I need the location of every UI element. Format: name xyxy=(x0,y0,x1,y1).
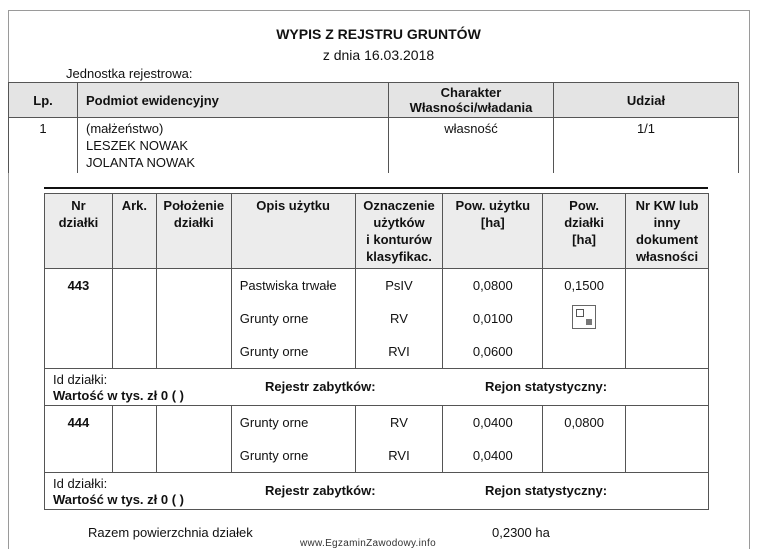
header-text: klasyfikac. xyxy=(366,249,432,264)
header-text: Nr KW lub xyxy=(635,198,699,213)
header-use-area xyxy=(443,194,543,269)
header-text: i konturów xyxy=(366,232,432,247)
owner-subject-line: (małżeństwo) xyxy=(86,121,164,136)
monument-registry-label: Rejestr zabytków: xyxy=(265,379,376,394)
header-character xyxy=(389,83,554,118)
header-text: [ha] xyxy=(572,232,597,247)
header-lp: Lp. xyxy=(9,83,78,118)
header-text: działki xyxy=(564,215,604,230)
watermark: www.EgzaminZawodowy.info xyxy=(300,538,436,549)
header-text: działki xyxy=(58,215,99,230)
header-text: dokument xyxy=(635,232,699,247)
header-text: Pow. xyxy=(569,198,600,213)
land-register-cell xyxy=(626,269,709,303)
header-land-register xyxy=(626,194,709,269)
use-symbol: PsIV xyxy=(355,269,443,303)
parcel-value-label: Wartość w tys. zł 0 ( ) xyxy=(53,492,184,507)
use-symbol: RV xyxy=(355,406,443,440)
use-description: Grunty orne xyxy=(231,335,355,369)
parcel-area: 0,0800 xyxy=(543,406,626,440)
header-text: [ha] xyxy=(480,215,505,230)
header-use-description: Opis użytku xyxy=(231,194,355,269)
parcel-sheet xyxy=(112,269,156,303)
parcel-use-row xyxy=(45,406,709,440)
registration-unit-label: Jednostka rejestrowa: xyxy=(66,66,193,81)
use-symbol: RVI xyxy=(355,439,443,473)
header-subject: Podmiot ewidencyjny xyxy=(78,83,389,118)
total-area-value: 0,2300 ha xyxy=(492,525,550,540)
parcel-info-row xyxy=(45,369,709,406)
use-area: 0,0100 xyxy=(443,302,543,335)
use-symbol: RV xyxy=(355,302,443,335)
parcel-use-row xyxy=(45,269,709,303)
parcel-area: 0,1500 xyxy=(543,269,626,303)
header-text: Położenie xyxy=(163,198,225,213)
header-share: Udział xyxy=(554,83,739,118)
owner-row xyxy=(9,118,739,174)
use-area: 0,0400 xyxy=(443,439,543,473)
owner-table xyxy=(8,82,739,173)
parcel-id-label: Id działki: xyxy=(53,372,108,387)
total-area-label: Razem powierzchnia działek xyxy=(88,525,253,540)
owner-subject-line: JOLANTA NOWAK xyxy=(86,155,196,170)
parcel-table xyxy=(44,193,709,510)
use-area: 0,0600 xyxy=(443,335,543,369)
statistical-region-label: Rejon statystyczny: xyxy=(485,483,608,498)
use-description: Grunty orne xyxy=(231,302,355,335)
use-description: Grunty orne xyxy=(231,406,355,440)
parcel-use-row xyxy=(45,335,709,369)
parcel-id-label: Id działki: xyxy=(53,476,108,491)
qr-code-cell xyxy=(543,302,626,335)
parcel-number: 444 xyxy=(45,406,113,440)
header-text: inny xyxy=(653,215,681,230)
header-location xyxy=(156,194,231,269)
owner-subject-line: LESZEK NOWAK xyxy=(86,138,189,153)
qr-code-icon xyxy=(572,305,596,329)
header-parcel-number xyxy=(45,194,113,269)
header-designation xyxy=(355,194,443,269)
header-text: Pow. użytku xyxy=(455,198,531,213)
header-character-line2: Własności/władania xyxy=(409,100,533,115)
header-text: działki xyxy=(173,215,214,230)
header-text: Nr xyxy=(71,198,86,213)
header-text: użytków xyxy=(373,215,425,230)
section-divider xyxy=(44,187,708,189)
use-description: Pastwiska trwałe xyxy=(231,269,355,303)
header-text: własności xyxy=(635,249,699,264)
owner-subject xyxy=(78,118,389,174)
use-area: 0,0800 xyxy=(443,269,543,303)
use-symbol: RVI xyxy=(355,335,443,369)
header-text: Oznaczenie xyxy=(363,198,435,213)
parcel-use-row xyxy=(45,302,709,335)
monument-registry-label: Rejestr zabytków: xyxy=(265,483,376,498)
owner-share: 1/1 xyxy=(554,118,739,174)
parcel-location xyxy=(156,269,231,303)
header-character-line1: Charakter xyxy=(440,85,502,100)
parcel-info-row xyxy=(45,473,709,510)
document-title: WYPIS Z REJSTRU GRUNTÓW xyxy=(276,26,481,42)
statistical-region-label: Rejon statystyczny: xyxy=(485,379,608,394)
parcel-number: 443 xyxy=(45,269,113,303)
document-date: z dnia 16.03.2018 xyxy=(322,47,435,63)
header-sheet: Ark. xyxy=(112,194,156,269)
parcel-use-row xyxy=(45,439,709,473)
header-parcel-area xyxy=(543,194,626,269)
use-area: 0,0400 xyxy=(443,406,543,440)
parcel-value-label: Wartość w tys. zł 0 ( ) xyxy=(53,388,184,403)
owner-character: własność xyxy=(389,118,554,174)
use-description: Grunty orne xyxy=(231,439,355,473)
owner-lp: 1 xyxy=(9,118,78,174)
